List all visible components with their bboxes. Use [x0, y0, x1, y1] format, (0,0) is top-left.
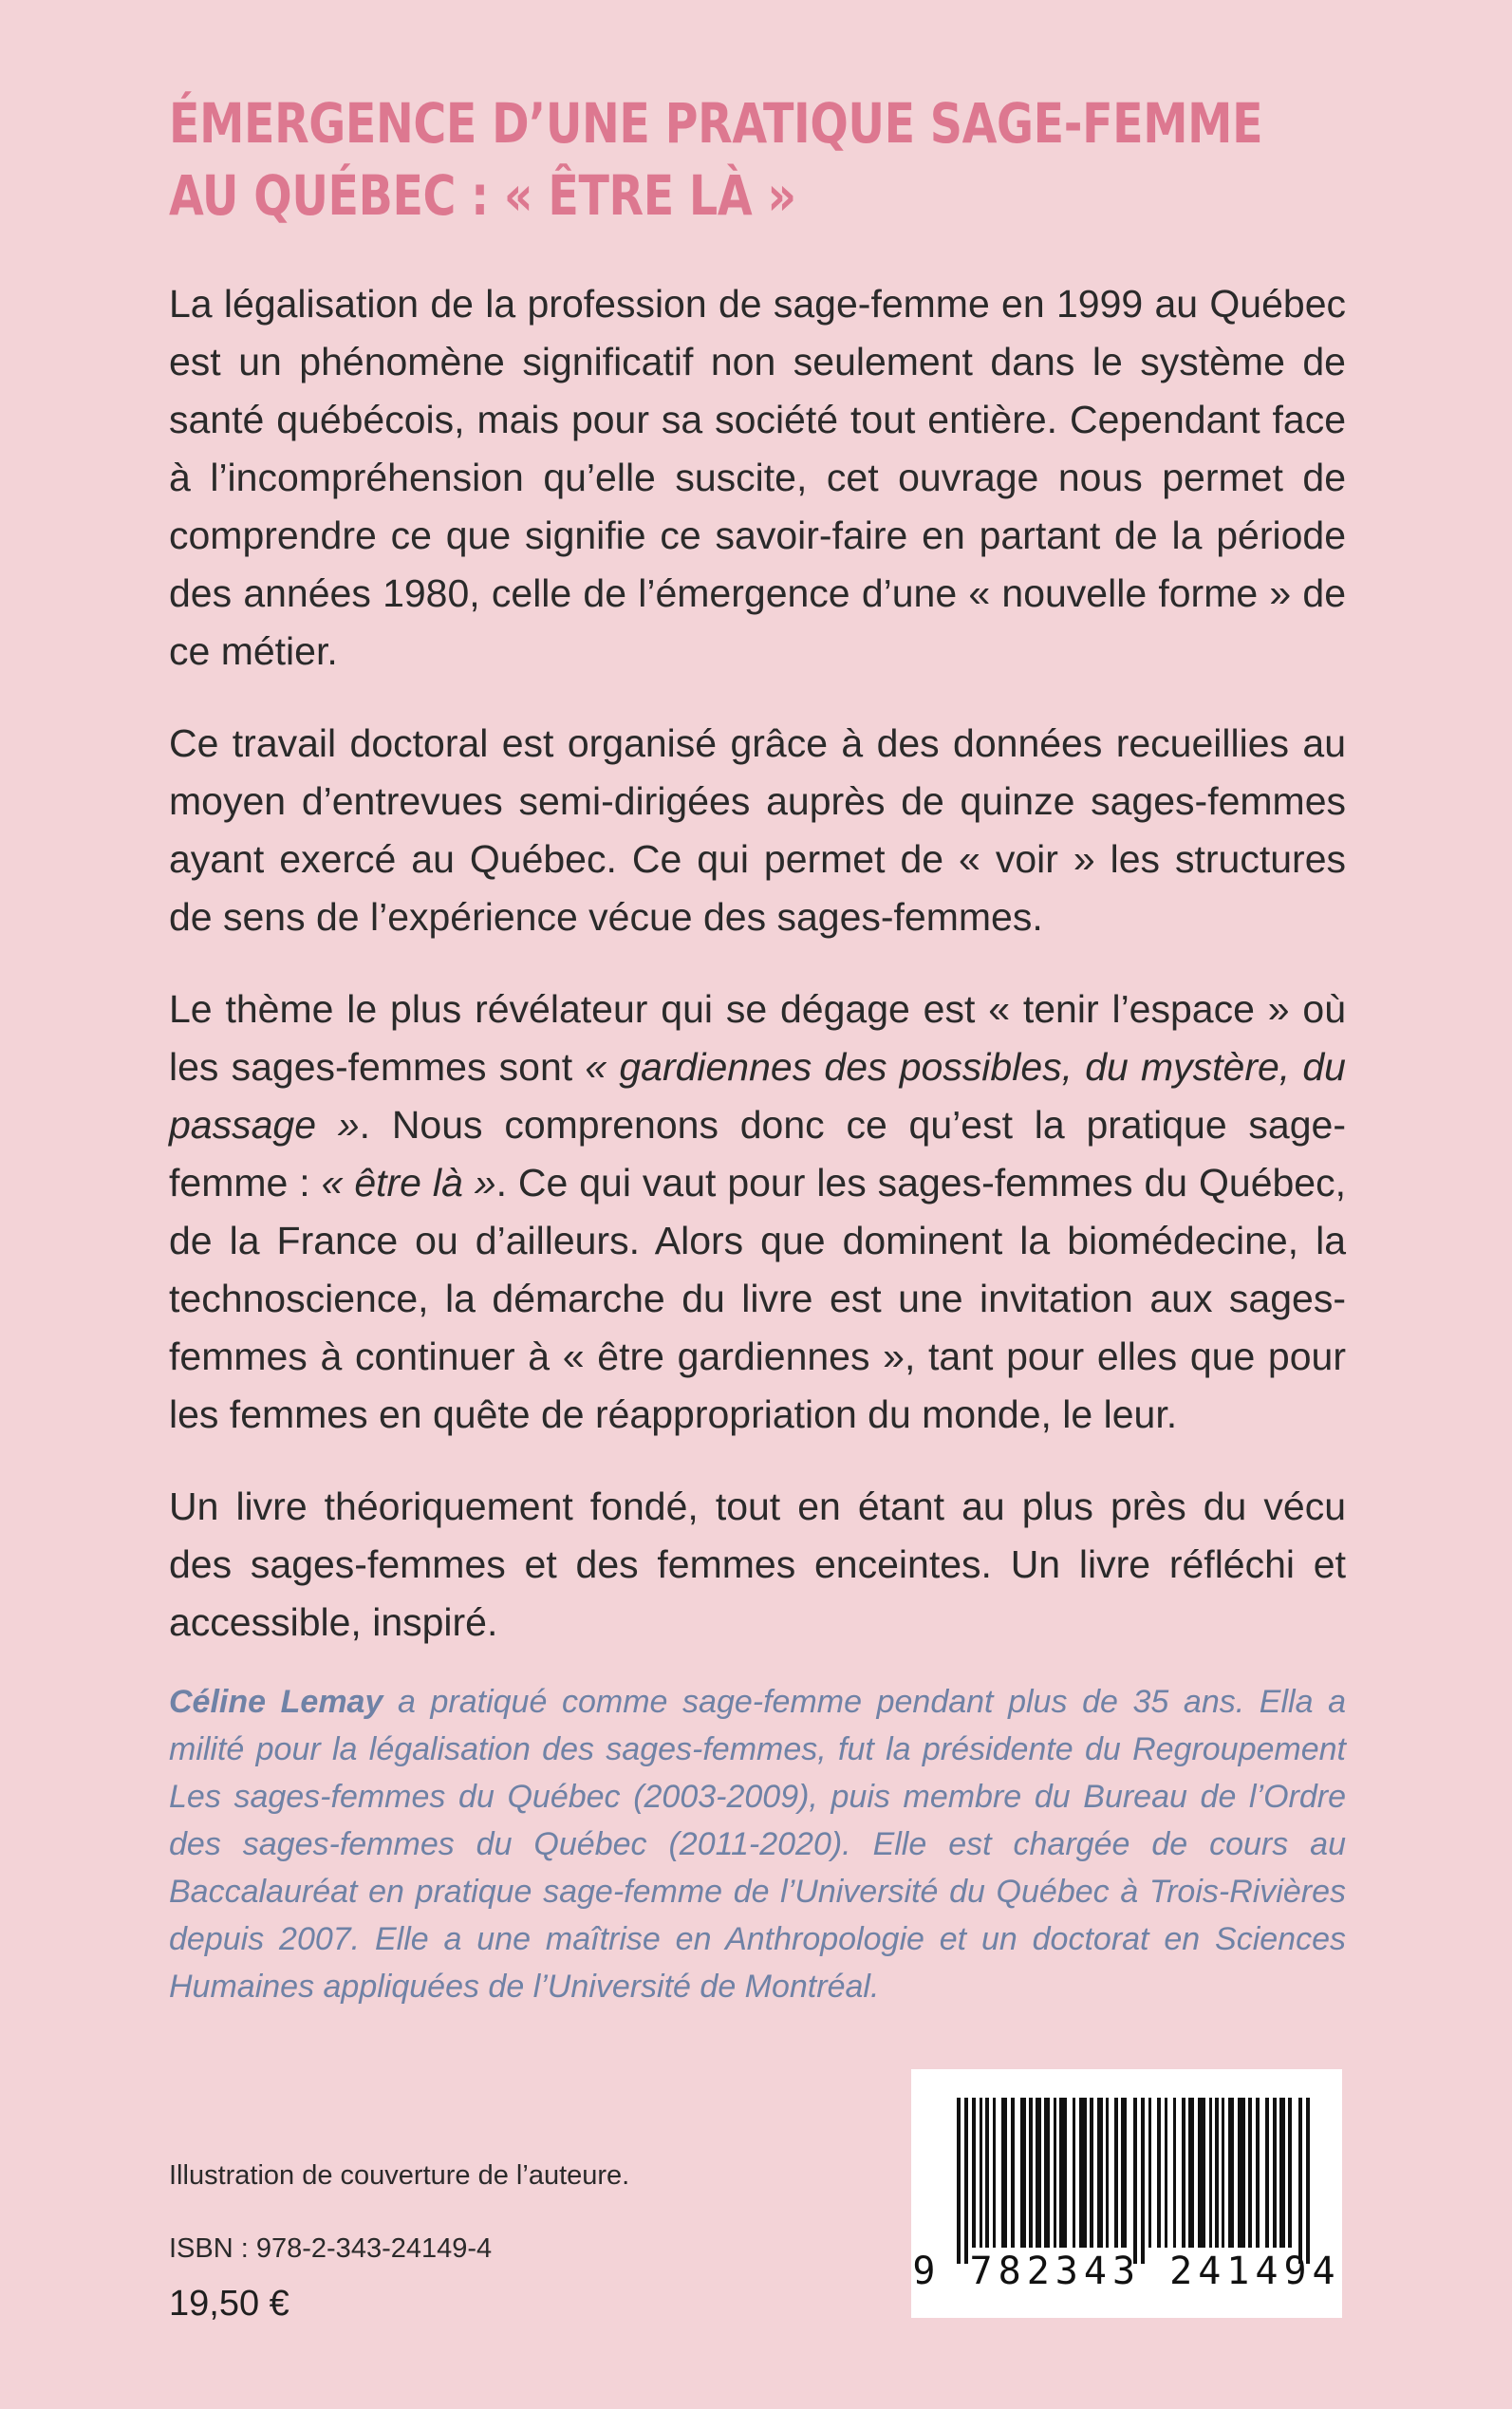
author-name: Céline Lemay [169, 1684, 383, 1720]
summary-paragraph-4: Un livre théoriquement fondé, tout en étant au plus près du vécu des sages-femmes et des femmes enceintes. Un livre réfléchi et accessible, inspiré. [169, 1485, 1346, 1644]
p3-part-e: . Ce qui vaut pour les sages-femmes du Québec, de la France ou d’ailleurs. Alors que dominent la biomédecine, la technoscience, la démarche du livre est une invitation aux sages-femmes à continuer à « être gardiennes », tant pour elles que pour les femmes en quête de réappropriation du monde, le leur. [169, 1161, 1346, 1436]
barcode-bar [1059, 2098, 1067, 2248]
barcode-bar [1121, 2098, 1127, 2248]
barcode-bar [1029, 2098, 1033, 2248]
barcode-bar [1097, 2098, 1103, 2248]
p3-part-a: Le thème le plus révélateur qui se dégage est « tenir l’espace » où les sages-femmes sont [169, 987, 1346, 1089]
barcode-bar [1036, 2098, 1041, 2248]
barcode-bar [1133, 2098, 1137, 2264]
p3-part-c: . Nous comprenons donc ce qu’est la pratique sage-femme : [169, 1103, 1346, 1204]
barcode-bar [980, 2098, 982, 2248]
barcode-bar [1054, 2098, 1056, 2248]
barcode-bar [1238, 2098, 1245, 2248]
barcode-bar [1228, 2098, 1234, 2248]
barcode-bar [1001, 2098, 1007, 2248]
barcode-bar [1306, 2098, 1310, 2264]
barcode-bar [1011, 2098, 1015, 2248]
barcode-bar [1215, 2098, 1219, 2248]
barcode-bar [1182, 2098, 1185, 2248]
p3-quote-etre-la: « être là » [321, 1161, 496, 1204]
barcode-bar [1073, 2098, 1075, 2248]
barcode [911, 2069, 1342, 2318]
price: 19,50 € [169, 2284, 289, 2324]
summary-text [169, 275, 1346, 1686]
barcode-bar [985, 2098, 989, 2248]
title-line-2: AU QUÉBEC : « ÊTRE LÀ » [169, 163, 796, 228]
barcode-bar [1288, 2098, 1292, 2248]
barcode-bar [964, 2098, 968, 2264]
p3-quote-guardians: « gardiennes des possibles, du mystère, du passage » [169, 1045, 1346, 1147]
barcode-bar [1020, 2098, 1026, 2248]
barcode-bar [1165, 2098, 1167, 2248]
barcode-bar [957, 2098, 961, 2264]
barcode-bar [1079, 2098, 1087, 2248]
barcode-bar [1090, 2098, 1093, 2248]
barcode-bar [1279, 2098, 1285, 2248]
barcode-bar [1114, 2098, 1118, 2248]
barcode-bar [1188, 2098, 1194, 2248]
barcode-bar [1044, 2098, 1050, 2248]
barcode-bar [993, 2098, 996, 2248]
barcode-bar [1148, 2098, 1151, 2248]
barcode-bar [1222, 2098, 1224, 2248]
barcode-bar [1209, 2098, 1212, 2248]
isbn: ISBN : 978-2-343-24149-4 [169, 2233, 493, 2264]
barcode-bar [1106, 2098, 1109, 2248]
barcode-bar [972, 2098, 976, 2248]
barcode-bar [1248, 2098, 1252, 2248]
book-title [169, 87, 1263, 232]
barcode-bar [1256, 2098, 1260, 2248]
barcode-bar [1265, 2098, 1269, 2248]
title-line-1: ÉMERGENCE D’UNE PRATIQUE SAGE-FEMME [169, 91, 1263, 156]
cover-illustration-credit: Illustration de couverture de l’auteure. [169, 2160, 630, 2191]
barcode-bar [1141, 2098, 1145, 2264]
barcode-bar [1157, 2098, 1161, 2248]
summary-paragraph-1: La légalisation de la profession de sage-femme en 1999 au Québec est un phénomène significatif non seulement dans le système de santé québécois, mais pour sa société tout entière. Cependant face à l’incompréhension qu’elle suscite, cet ouvrage nous permet de comprendre ce que signifie ce savoir-faire en partant de la période des années 1980, celle de l’émergence d’une « nouvelle forme » de ce métier. [169, 282, 1346, 673]
barcode-bar [1298, 2098, 1302, 2264]
author-bio [169, 1678, 1346, 2010]
summary-paragraph-2: Ce travail doctoral est organisé grâce à des données recueillies au moyen d’entrevues semi-dirigées auprès de quinze sages-femmes ayant exercé au Québec. Ce qui permet de « voir » les structures de sens de l’expérience vécue des sages-femmes. [169, 721, 1346, 939]
barcode-bar [1198, 2098, 1205, 2248]
barcode-bar [1173, 2098, 1176, 2248]
barcode-digits: 9 782343 241494 [912, 2250, 1341, 2293]
summary-paragraph-3 [169, 980, 1346, 1444]
barcode-bar [1273, 2098, 1277, 2248]
author-bio-text: a pratiqué comme sage-femme pendant plus de 35 ans. Ella a milité pour la légalisation des sages-femmes, fut la présidente du Regroupement Les sages-femmes du Québec (2003-2009), puis membre du Bureau de l’Ordre des sages-femmes du Québec (2011-2020). Elle est chargée de cours au Baccalauréat en pratique sage-femme de l’Université du Québec à Trois-Rivières depuis 2007. Elle a une maîtrise en Anthropologie et un doctorat en Sciences Humaines appliquées de l’Université de Montréal. [169, 1684, 1346, 2005]
